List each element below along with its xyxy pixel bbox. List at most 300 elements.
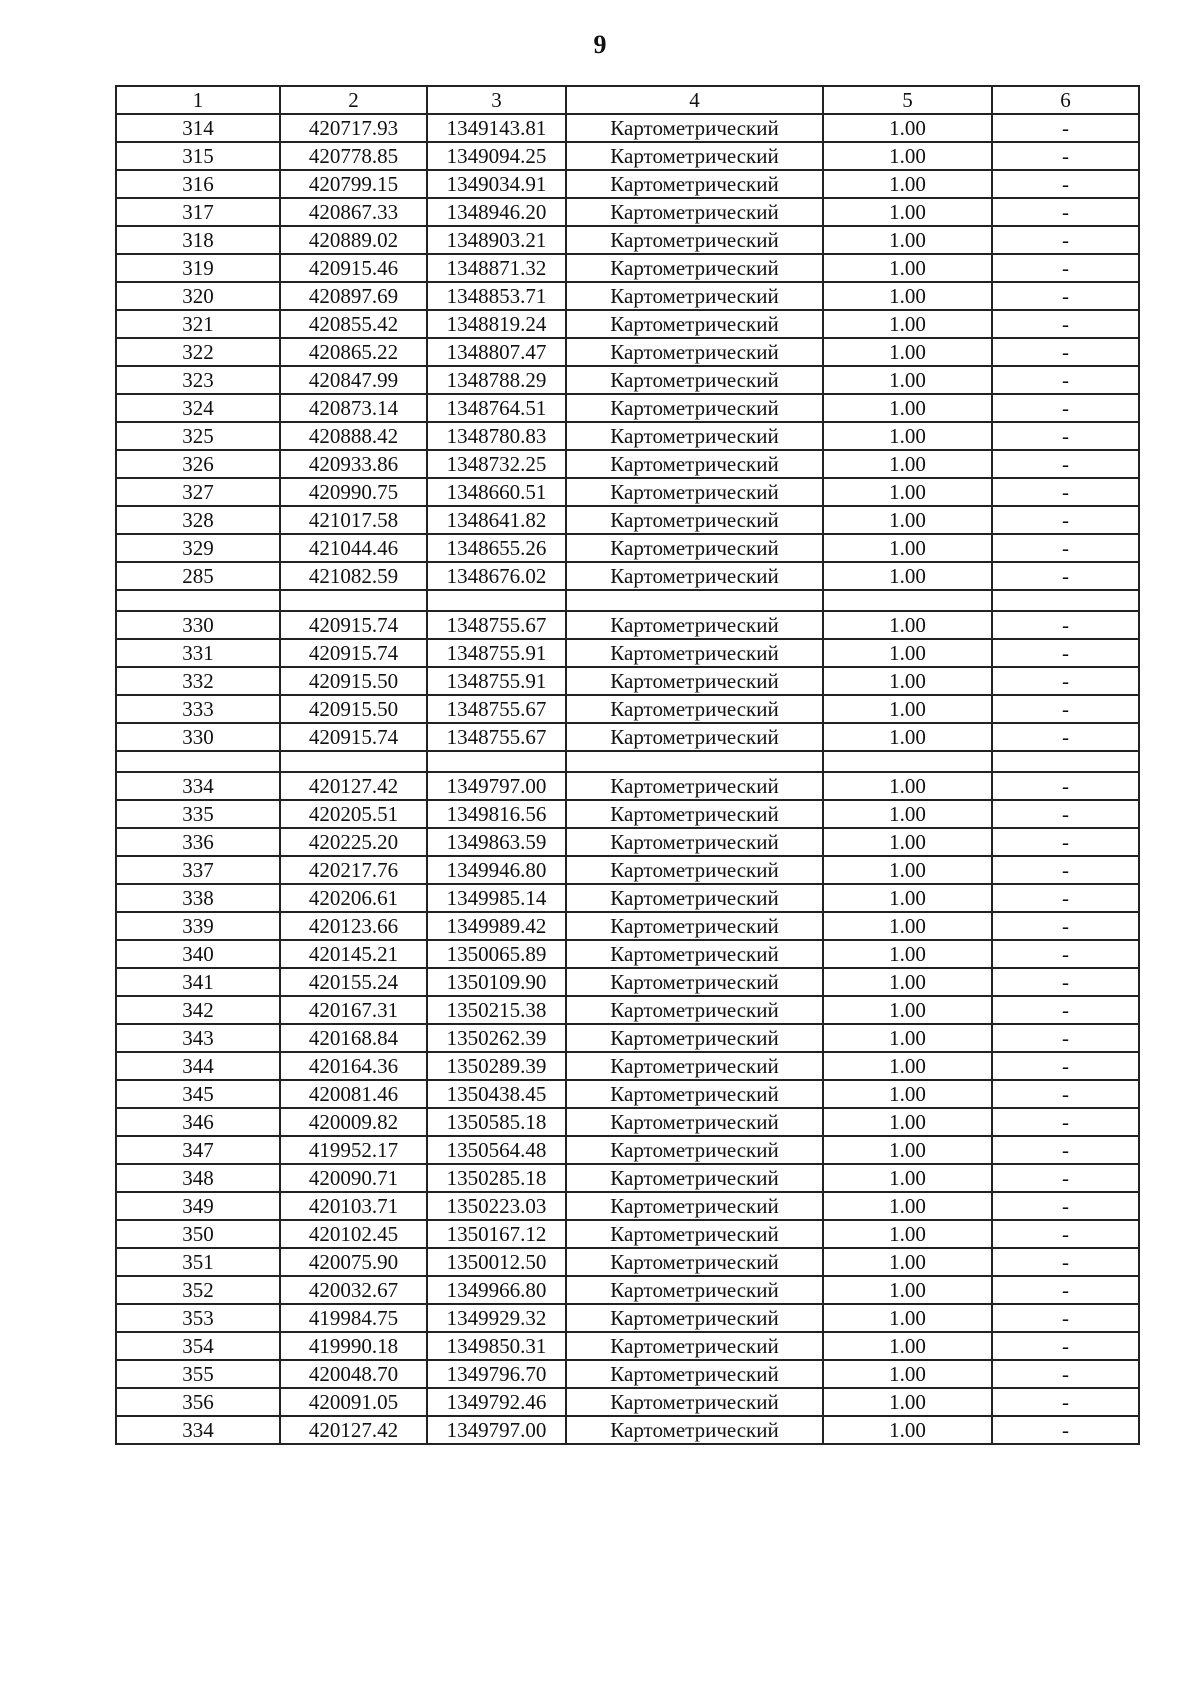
x-coordinate-cell: 420009.82 — [280, 1108, 427, 1136]
note-cell: - — [992, 940, 1139, 968]
accuracy-cell — [823, 751, 992, 772]
accuracy-cell: 1.00 — [823, 1052, 992, 1080]
page-number: 9 — [593, 30, 607, 59]
point-number-cell: 321 — [116, 310, 280, 338]
y-coordinate-cell: 1350167.12 — [427, 1220, 566, 1248]
point-number-cell: 316 — [116, 170, 280, 198]
method-cell: Картометрический — [566, 1276, 823, 1304]
accuracy-cell: 1.00 — [823, 1416, 992, 1444]
note-cell: - — [992, 1360, 1139, 1388]
column-header: 6 — [992, 86, 1139, 114]
x-coordinate-cell: 420164.36 — [280, 1052, 427, 1080]
note-cell: - — [992, 450, 1139, 478]
accuracy-cell: 1.00 — [823, 226, 992, 254]
table-row — [116, 1192, 1139, 1220]
y-coordinate-cell: 1349850.31 — [427, 1332, 566, 1360]
accuracy-cell: 1.00 — [823, 611, 992, 639]
note-cell: - — [992, 142, 1139, 170]
method-cell: Картометрический — [566, 695, 823, 723]
point-number-cell: 325 — [116, 422, 280, 450]
y-coordinate-cell: 1348764.51 — [427, 394, 566, 422]
point-number-cell: 329 — [116, 534, 280, 562]
method-cell: Картометрический — [566, 394, 823, 422]
method-cell: Картометрический — [566, 912, 823, 940]
note-cell: - — [992, 534, 1139, 562]
note-cell: - — [992, 639, 1139, 667]
x-coordinate-cell: 421017.58 — [280, 506, 427, 534]
x-coordinate-cell: 420915.46 — [280, 254, 427, 282]
point-number-cell: 352 — [116, 1276, 280, 1304]
y-coordinate-cell: 1349094.25 — [427, 142, 566, 170]
x-coordinate-cell: 420867.33 — [280, 198, 427, 226]
y-coordinate-cell: 1348755.67 — [427, 611, 566, 639]
y-coordinate-cell: 1349143.81 — [427, 114, 566, 142]
accuracy-cell: 1.00 — [823, 170, 992, 198]
table-row — [116, 1360, 1139, 1388]
accuracy-cell: 1.00 — [823, 828, 992, 856]
x-coordinate-cell: 420123.66 — [280, 912, 427, 940]
method-cell: Картометрический — [566, 1192, 823, 1220]
accuracy-cell: 1.00 — [823, 1164, 992, 1192]
accuracy-cell: 1.00 — [823, 562, 992, 590]
point-number-cell: 341 — [116, 968, 280, 996]
accuracy-cell: 1.00 — [823, 1276, 992, 1304]
point-number-cell: 314 — [116, 114, 280, 142]
x-coordinate-cell: 420102.45 — [280, 1220, 427, 1248]
x-coordinate-cell: 420717.93 — [280, 114, 427, 142]
x-coordinate-cell: 420205.51 — [280, 800, 427, 828]
method-cell: Картометрический — [566, 478, 823, 506]
note-cell: - — [992, 1108, 1139, 1136]
y-coordinate-cell: 1349797.00 — [427, 772, 566, 800]
table-header-row — [116, 86, 1139, 114]
method-cell: Картометрический — [566, 856, 823, 884]
y-coordinate-cell: 1348732.25 — [427, 450, 566, 478]
table-row — [116, 828, 1139, 856]
note-cell: - — [992, 772, 1139, 800]
y-coordinate-cell: 1348755.91 — [427, 639, 566, 667]
method-cell: Картометрический — [566, 1024, 823, 1052]
x-coordinate-cell: 420217.76 — [280, 856, 427, 884]
y-coordinate-cell — [427, 590, 566, 611]
point-number-cell — [116, 590, 280, 611]
y-coordinate-cell: 1348755.91 — [427, 667, 566, 695]
table-row — [116, 170, 1139, 198]
note-cell: - — [992, 1220, 1139, 1248]
table-row — [116, 968, 1139, 996]
method-cell: Картометрический — [566, 366, 823, 394]
accuracy-cell: 1.00 — [823, 450, 992, 478]
method-cell: Картометрический — [566, 1080, 823, 1108]
method-cell — [566, 590, 823, 611]
accuracy-cell: 1.00 — [823, 1108, 992, 1136]
y-coordinate-cell: 1348780.83 — [427, 422, 566, 450]
method-cell: Картометрический — [566, 1108, 823, 1136]
accuracy-cell: 1.00 — [823, 968, 992, 996]
y-coordinate-cell: 1348655.26 — [427, 534, 566, 562]
accuracy-cell: 1.00 — [823, 338, 992, 366]
table-row — [116, 366, 1139, 394]
accuracy-cell: 1.00 — [823, 142, 992, 170]
note-cell: - — [992, 996, 1139, 1024]
method-cell: Картометрический — [566, 226, 823, 254]
note-cell: - — [992, 800, 1139, 828]
y-coordinate-cell: 1350262.39 — [427, 1024, 566, 1052]
note-cell: - — [992, 310, 1139, 338]
table-row — [116, 254, 1139, 282]
table-row — [116, 226, 1139, 254]
accuracy-cell: 1.00 — [823, 114, 992, 142]
x-coordinate-cell: 420847.99 — [280, 366, 427, 394]
table-row — [116, 611, 1139, 639]
y-coordinate-cell: 1350289.39 — [427, 1052, 566, 1080]
table-row — [116, 562, 1139, 590]
accuracy-cell: 1.00 — [823, 506, 992, 534]
point-number-cell: 335 — [116, 800, 280, 828]
table-row — [116, 723, 1139, 751]
x-coordinate-cell: 420915.74 — [280, 639, 427, 667]
note-cell: - — [992, 1024, 1139, 1052]
table-row — [116, 1220, 1139, 1248]
point-number-cell: 327 — [116, 478, 280, 506]
point-number-cell: 356 — [116, 1388, 280, 1416]
method-cell: Картометрический — [566, 800, 823, 828]
accuracy-cell: 1.00 — [823, 772, 992, 800]
x-coordinate-cell: 420897.69 — [280, 282, 427, 310]
x-coordinate-cell: 420799.15 — [280, 170, 427, 198]
x-coordinate-cell: 420865.22 — [280, 338, 427, 366]
y-coordinate-cell: 1350065.89 — [427, 940, 566, 968]
x-coordinate-cell: 420048.70 — [280, 1360, 427, 1388]
accuracy-cell: 1.00 — [823, 1360, 992, 1388]
table-row — [116, 142, 1139, 170]
point-number-cell: 324 — [116, 394, 280, 422]
method-cell: Картометрический — [566, 611, 823, 639]
method-cell: Картометрический — [566, 282, 823, 310]
table-row — [116, 310, 1139, 338]
note-cell: - — [992, 506, 1139, 534]
method-cell: Картометрический — [566, 968, 823, 996]
table-row — [116, 912, 1139, 940]
method-cell: Картометрический — [566, 170, 823, 198]
method-cell: Картометрический — [566, 534, 823, 562]
note-cell: - — [992, 366, 1139, 394]
y-coordinate-cell: 1348641.82 — [427, 506, 566, 534]
x-coordinate-cell: 421044.46 — [280, 534, 427, 562]
note-cell: - — [992, 562, 1139, 590]
y-coordinate-cell: 1350223.03 — [427, 1192, 566, 1220]
x-coordinate-cell: 420091.05 — [280, 1388, 427, 1416]
x-coordinate-cell: 420933.86 — [280, 450, 427, 478]
y-coordinate-cell: 1349796.70 — [427, 1360, 566, 1388]
method-cell: Картометрический — [566, 1416, 823, 1444]
note-cell: - — [992, 856, 1139, 884]
table-row — [116, 506, 1139, 534]
method-cell: Картометрический — [566, 1248, 823, 1276]
table-row — [116, 394, 1139, 422]
accuracy-cell: 1.00 — [823, 1136, 992, 1164]
x-coordinate-cell: 420873.14 — [280, 394, 427, 422]
x-coordinate-cell: 421082.59 — [280, 562, 427, 590]
method-cell: Картометрический — [566, 142, 823, 170]
point-number-cell: 336 — [116, 828, 280, 856]
note-cell: - — [992, 1388, 1139, 1416]
table-row — [116, 667, 1139, 695]
separator-row — [116, 751, 1139, 772]
table-row — [116, 478, 1139, 506]
accuracy-cell: 1.00 — [823, 1332, 992, 1360]
point-number-cell: 285 — [116, 562, 280, 590]
y-coordinate-cell: 1349863.59 — [427, 828, 566, 856]
y-coordinate-cell: 1350215.38 — [427, 996, 566, 1024]
point-number-cell: 328 — [116, 506, 280, 534]
method-cell: Картометрический — [566, 1052, 823, 1080]
x-coordinate-cell: 420889.02 — [280, 226, 427, 254]
table-row — [116, 1332, 1139, 1360]
note-cell: - — [992, 1248, 1139, 1276]
method-cell: Картометрический — [566, 198, 823, 226]
coordinates-table — [115, 85, 1140, 1445]
accuracy-cell: 1.00 — [823, 422, 992, 450]
y-coordinate-cell — [427, 751, 566, 772]
accuracy-cell: 1.00 — [823, 800, 992, 828]
accuracy-cell: 1.00 — [823, 198, 992, 226]
note-cell: - — [992, 1080, 1139, 1108]
note-cell: - — [992, 695, 1139, 723]
table-row — [116, 856, 1139, 884]
accuracy-cell: 1.00 — [823, 1304, 992, 1332]
y-coordinate-cell: 1348807.47 — [427, 338, 566, 366]
accuracy-cell: 1.00 — [823, 282, 992, 310]
note-cell: - — [992, 1192, 1139, 1220]
y-coordinate-cell: 1348946.20 — [427, 198, 566, 226]
x-coordinate-cell: 420127.42 — [280, 1416, 427, 1444]
method-cell: Картометрический — [566, 1164, 823, 1192]
method-cell: Картометрический — [566, 940, 823, 968]
note-cell: - — [992, 1164, 1139, 1192]
x-coordinate-cell — [280, 751, 427, 772]
table-row — [116, 338, 1139, 366]
note-cell: - — [992, 1332, 1139, 1360]
column-header: 5 — [823, 86, 992, 114]
point-number-cell: 330 — [116, 611, 280, 639]
point-number-cell: 350 — [116, 1220, 280, 1248]
y-coordinate-cell: 1348755.67 — [427, 695, 566, 723]
point-number-cell: 337 — [116, 856, 280, 884]
x-coordinate-cell: 420090.71 — [280, 1164, 427, 1192]
table-row — [116, 996, 1139, 1024]
x-coordinate-cell: 420915.74 — [280, 611, 427, 639]
point-number-cell: 355 — [116, 1360, 280, 1388]
point-number-cell: 340 — [116, 940, 280, 968]
table-row — [116, 639, 1139, 667]
note-cell: - — [992, 1136, 1139, 1164]
accuracy-cell: 1.00 — [823, 856, 992, 884]
point-number-cell: 318 — [116, 226, 280, 254]
accuracy-cell: 1.00 — [823, 912, 992, 940]
y-coordinate-cell: 1350109.90 — [427, 968, 566, 996]
note-cell: - — [992, 884, 1139, 912]
method-cell: Картометрический — [566, 310, 823, 338]
table-row — [116, 884, 1139, 912]
accuracy-cell: 1.00 — [823, 940, 992, 968]
point-number-cell: 353 — [116, 1304, 280, 1332]
note-cell: - — [992, 1304, 1139, 1332]
x-coordinate-cell: 420225.20 — [280, 828, 427, 856]
y-coordinate-cell: 1348788.29 — [427, 366, 566, 394]
table-row — [116, 695, 1139, 723]
y-coordinate-cell: 1349985.14 — [427, 884, 566, 912]
note-cell: - — [992, 1416, 1139, 1444]
x-coordinate-cell: 420032.67 — [280, 1276, 427, 1304]
x-coordinate-cell: 420778.85 — [280, 142, 427, 170]
method-cell: Картометрический — [566, 422, 823, 450]
y-coordinate-cell: 1350012.50 — [427, 1248, 566, 1276]
method-cell: Картометрический — [566, 723, 823, 751]
y-coordinate-cell: 1349966.80 — [427, 1276, 566, 1304]
x-coordinate-cell: 420915.74 — [280, 723, 427, 751]
point-number-cell: 339 — [116, 912, 280, 940]
x-coordinate-cell: 420990.75 — [280, 478, 427, 506]
note-cell: - — [992, 723, 1139, 751]
column-header: 1 — [116, 86, 280, 114]
x-coordinate-cell: 420888.42 — [280, 422, 427, 450]
note-cell: - — [992, 968, 1139, 996]
y-coordinate-cell: 1349816.56 — [427, 800, 566, 828]
point-number-cell: 319 — [116, 254, 280, 282]
y-coordinate-cell: 1350585.18 — [427, 1108, 566, 1136]
table-row — [116, 198, 1139, 226]
table-row — [116, 282, 1139, 310]
y-coordinate-cell: 1349797.00 — [427, 1416, 566, 1444]
point-number-cell: 346 — [116, 1108, 280, 1136]
point-number-cell: 326 — [116, 450, 280, 478]
separator-row — [116, 590, 1139, 611]
table-row — [116, 1164, 1139, 1192]
point-number-cell: 354 — [116, 1332, 280, 1360]
x-coordinate-cell — [280, 590, 427, 611]
note-cell: - — [992, 226, 1139, 254]
table-row — [116, 1416, 1139, 1444]
accuracy-cell: 1.00 — [823, 884, 992, 912]
accuracy-cell: 1.00 — [823, 394, 992, 422]
accuracy-cell: 1.00 — [823, 534, 992, 562]
y-coordinate-cell: 1348903.21 — [427, 226, 566, 254]
point-number-cell: 315 — [116, 142, 280, 170]
table-row — [116, 1304, 1139, 1332]
x-coordinate-cell: 420127.42 — [280, 772, 427, 800]
accuracy-cell: 1.00 — [823, 996, 992, 1024]
accuracy-cell — [823, 590, 992, 611]
table-row — [116, 422, 1139, 450]
method-cell — [566, 751, 823, 772]
y-coordinate-cell: 1349792.46 — [427, 1388, 566, 1416]
accuracy-cell: 1.00 — [823, 1192, 992, 1220]
method-cell: Картометрический — [566, 1136, 823, 1164]
column-header: 3 — [427, 86, 566, 114]
accuracy-cell: 1.00 — [823, 1220, 992, 1248]
y-coordinate-cell: 1349034.91 — [427, 170, 566, 198]
table-row — [116, 1276, 1139, 1304]
method-cell: Картометрический — [566, 114, 823, 142]
y-coordinate-cell: 1350564.48 — [427, 1136, 566, 1164]
note-cell — [992, 751, 1139, 772]
x-coordinate-cell: 419952.17 — [280, 1136, 427, 1164]
point-number-cell: 317 — [116, 198, 280, 226]
method-cell: Картометрический — [566, 996, 823, 1024]
x-coordinate-cell: 420081.46 — [280, 1080, 427, 1108]
note-cell: - — [992, 394, 1139, 422]
accuracy-cell: 1.00 — [823, 478, 992, 506]
table-row — [116, 114, 1139, 142]
note-cell: - — [992, 282, 1139, 310]
point-number-cell: 323 — [116, 366, 280, 394]
y-coordinate-cell: 1350285.18 — [427, 1164, 566, 1192]
table-row — [116, 1080, 1139, 1108]
table-row — [116, 1248, 1139, 1276]
accuracy-cell: 1.00 — [823, 723, 992, 751]
y-coordinate-cell: 1348871.32 — [427, 254, 566, 282]
note-cell: - — [992, 912, 1139, 940]
point-number-cell: 334 — [116, 772, 280, 800]
y-coordinate-cell: 1349946.80 — [427, 856, 566, 884]
table-row — [116, 1388, 1139, 1416]
point-number-cell: 348 — [116, 1164, 280, 1192]
point-number-cell: 345 — [116, 1080, 280, 1108]
point-number-cell: 344 — [116, 1052, 280, 1080]
point-number-cell: 322 — [116, 338, 280, 366]
method-cell: Картометрический — [566, 772, 823, 800]
point-number-cell: 333 — [116, 695, 280, 723]
table-body — [116, 114, 1139, 1444]
x-coordinate-cell: 420075.90 — [280, 1248, 427, 1276]
note-cell — [992, 590, 1139, 611]
note-cell: - — [992, 114, 1139, 142]
method-cell: Картометрический — [566, 639, 823, 667]
note-cell: - — [992, 170, 1139, 198]
y-coordinate-cell: 1348660.51 — [427, 478, 566, 506]
point-number-cell: 338 — [116, 884, 280, 912]
point-number-cell — [116, 751, 280, 772]
table-row — [116, 940, 1139, 968]
x-coordinate-cell: 420206.61 — [280, 884, 427, 912]
method-cell: Картометрический — [566, 1220, 823, 1248]
accuracy-cell: 1.00 — [823, 1388, 992, 1416]
x-coordinate-cell: 420145.21 — [280, 940, 427, 968]
y-coordinate-cell: 1348819.24 — [427, 310, 566, 338]
point-number-cell: 334 — [116, 1416, 280, 1444]
y-coordinate-cell: 1348755.67 — [427, 723, 566, 751]
point-number-cell: 331 — [116, 639, 280, 667]
note-cell: - — [992, 422, 1139, 450]
point-number-cell: 332 — [116, 667, 280, 695]
method-cell: Картометрический — [566, 1304, 823, 1332]
x-coordinate-cell: 420167.31 — [280, 996, 427, 1024]
accuracy-cell: 1.00 — [823, 1248, 992, 1276]
table-row — [116, 1136, 1139, 1164]
method-cell: Картометрический — [566, 1388, 823, 1416]
x-coordinate-cell: 420168.84 — [280, 1024, 427, 1052]
y-coordinate-cell: 1348676.02 — [427, 562, 566, 590]
accuracy-cell: 1.00 — [823, 310, 992, 338]
point-number-cell: 349 — [116, 1192, 280, 1220]
point-number-cell: 343 — [116, 1024, 280, 1052]
method-cell: Картометрический — [566, 828, 823, 856]
point-number-cell: 330 — [116, 723, 280, 751]
point-number-cell: 347 — [116, 1136, 280, 1164]
point-number-cell: 342 — [116, 996, 280, 1024]
method-cell: Картометрический — [566, 884, 823, 912]
